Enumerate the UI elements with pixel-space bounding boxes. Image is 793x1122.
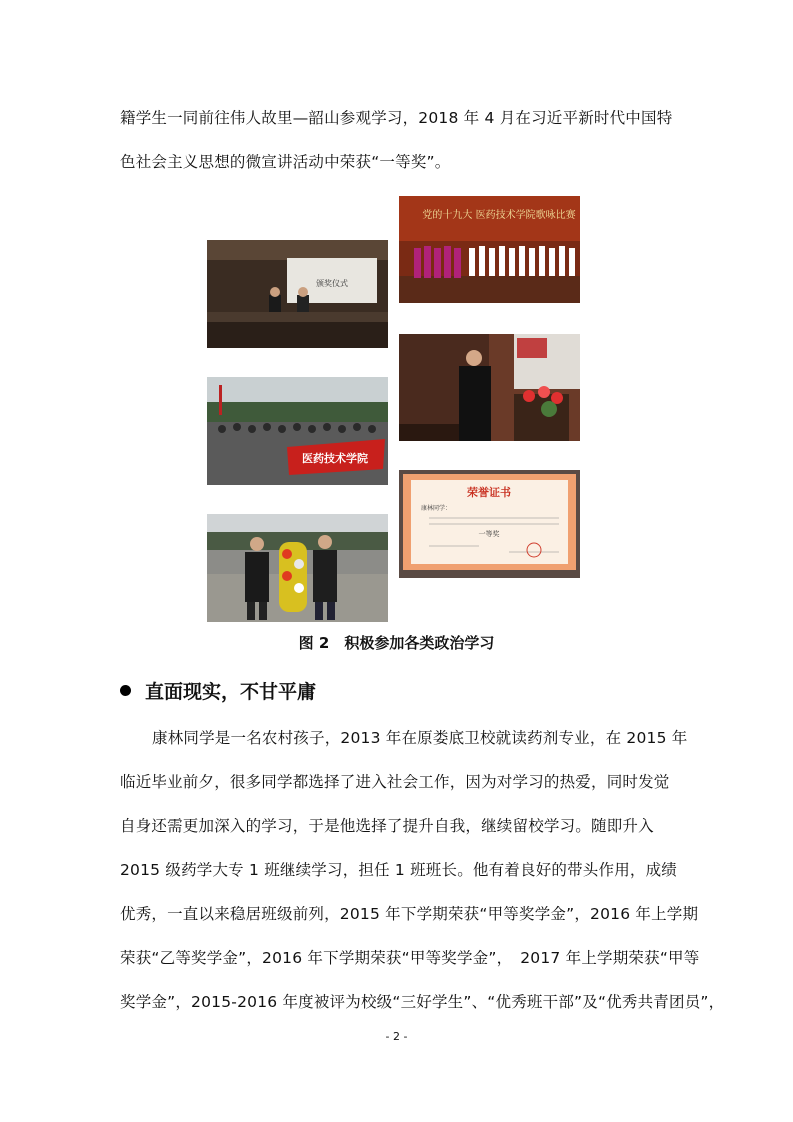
paragraph-line-1: 籍学生一同前往伟人故里—韶山参观学习，2018 年 4 月在习近平新时代中国特: [120, 109, 673, 127]
body-line-3: 自身还需更加深入的学习，于是他选择了提升自我，继续留校学习。随即升入: [120, 817, 654, 835]
section-heading: [120, 677, 316, 704]
choir-banner-text: 党的十九大 医药技术学院歌咏比赛: [422, 210, 576, 221]
body-line-4: 2015 级药学大专 1 班继续学习，担任 1 班班长。他有着良好的带头作用，成绩: [120, 861, 678, 879]
body-line-7: 奖学金”，2015-2016 年度被评为校级“三好学生”、“优秀班干部”及“优秀共青团员”，: [120, 993, 725, 1011]
photo-ceremony-room: [207, 240, 388, 348]
section-heading-text: 直面现实，不甘平庸: [145, 681, 317, 703]
body-line-5: 优秀，一直以来稳居班级前列，2015 年下学期荣获“甲等奖学金”，2016 年上学期: [120, 905, 699, 923]
photo-choir: [399, 196, 580, 303]
photo-certificate: [399, 470, 580, 578]
paragraph-line-2: 色社会主义思想的微宣讲活动中荣获“一等奖”。: [120, 153, 451, 171]
certificate-title: 荣誉证书: [467, 486, 511, 499]
body-line-1: 康林同学是一名农村孩子，2013 年在原娄底卫校就读药剂专业，在 2015 年: [152, 729, 688, 747]
photo-speaker: [399, 334, 580, 441]
body-line-6: 荣获“乙等奖学金”，2016 年下学期荣获“甲等奖学金”， 2017 年上学期荣获“甲等: [120, 949, 700, 967]
bullet-icon: [120, 685, 131, 696]
page-number: - 2 -: [385, 1030, 408, 1043]
body-line-2: 临近毕业前夕，很多同学都选择了进入社会工作，因为对学习的热爱，同时发觉: [120, 773, 670, 791]
photo-wreath: [207, 514, 388, 622]
photo-group-banner: [207, 377, 388, 485]
college-banner-text: 医药技术学院: [302, 452, 368, 465]
figure-caption: 图 2 积极参加各类政治学习: [298, 634, 495, 652]
certificate-name: 康林同学：: [421, 505, 452, 512]
ceremony-screen-text: 颁奖仪式: [316, 279, 348, 288]
certificate-award: 一等奖: [478, 530, 500, 538]
